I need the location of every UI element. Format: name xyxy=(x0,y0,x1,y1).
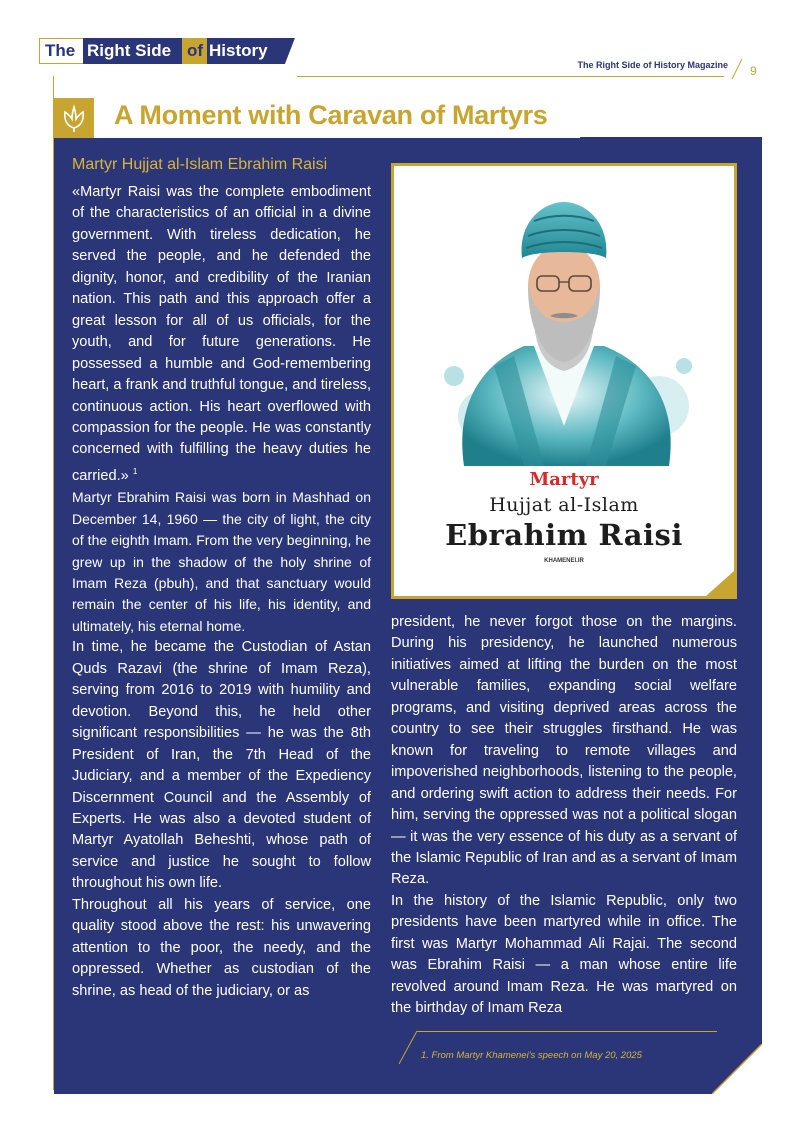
brand-word-2: Right Side xyxy=(87,41,172,60)
page-number: 9 xyxy=(750,64,757,78)
footnote-text: 1. From Martyr Khamenei's speech on May 20, 2025 xyxy=(421,1050,642,1061)
header-rule xyxy=(297,76,724,77)
quote-text: «Martyr Raisi was the complete embodiment of the characteristics of an official in a divine government. With tireless dedication, he served the people, and he defended the dignity, honor, and credibility of the Iranian nation. This path and this approach offer a great lesson for all of us officials, for the youth, and for future generations. He possessed a humble and God-remembering heart, a frank and truthful tongue, and tireless, continuous action. His heart overflowed with compassion for the people. He was constantly concerned with fulfilling the heavy duties he carried.» xyxy=(72,184,371,484)
raisi-portrait-illustration xyxy=(394,166,734,496)
paragraph-custodian: In time, he became the Custodian of Astan Quds Razavi (the shrine of Imam Reza), serving from 2016 to 2019 with humility and devotion. Beyond this, he held other significant responsibilities — he was the 8th President of Iran, the 7th Head of the Judiciary, and a member of the Expediency Discernment Council and the Assembly of Experts. He was also a devoted student of Martyr Ayatollah Beheshti, whose path of service and justice he sought to follow throughout his own life. xyxy=(72,639,371,892)
footnote-marker: 1 xyxy=(132,466,138,476)
footnote-slash xyxy=(395,1030,417,1066)
panel-corner-cut xyxy=(712,1044,762,1094)
right-column xyxy=(391,612,737,1020)
portrait-card xyxy=(394,166,734,596)
magazine-brand-logo xyxy=(39,38,295,64)
card-label-name: Ebrahim Raisi xyxy=(445,518,683,552)
brand-word-3: of xyxy=(187,41,204,60)
card-corner-accent xyxy=(706,571,734,596)
tulip-icon-box xyxy=(54,98,94,138)
magazine-title: The Right Side of History Magazine xyxy=(577,60,728,70)
section-title: A Moment with Caravan of Martyrs xyxy=(114,100,548,130)
card-label-martyr: Martyr xyxy=(529,469,599,490)
paragraph-history: In the history of the Islamic Republic, only two presidents have been martyred while in office. The first was Martyr Mohammad Ali Rajai. The second was Ebrahim Raisi — a man whose entire life revolved around Imam Reza. He was martyred on the birthday of Imam Reza xyxy=(391,892,737,1017)
left-column xyxy=(72,182,371,1002)
card-label-rank: Hujjat al-Islam xyxy=(489,494,639,516)
paragraph-quote xyxy=(72,182,371,487)
paragraph-presidency: president, he never forgot those on the margins. During his presidency, he launched numerous initiatives aimed at lifting the burden on the most vulnerable families, expanding social welfare programs, and visiting deprived areas across the country to see their struggles firsthand. He was known for traveling to remote villages and impoverished neighborhoods, listening to the people, and ordering swift action to address their needs. For him, serving the oppressed was not a political slogan — it was the very essence of his duty as a servant of the Islamic Republic of Iran and as a servant of Imam Reza. xyxy=(391,614,737,888)
footnote-rule xyxy=(417,1031,717,1032)
paragraph-service: Throughout all his years of service, one quality stood above the rest: his unwavering attention to the poor, the needy, and the oppressed. Whether as custodian of the shrine, as head of the judiciary, or as xyxy=(72,896,371,999)
brand-word-4: History xyxy=(209,41,268,60)
card-credit: KHAMENEI.IR xyxy=(544,558,584,564)
brand-word-1: The xyxy=(45,41,76,60)
article-subtitle: Martyr Hujjat al-Islam Ebrahim Raisi xyxy=(72,156,328,173)
paragraph-birth: Martyr Ebrahim Raisi was born in Mashhad on December 14, 1960 — the city of light, the city of the eighth Imam. From the very beginning, he grew up in the shadow of the holy shrine of Imam Reza (pbuh), and that sanctuary would remain the center of his life, his identity, and ultimately, his eternal home. xyxy=(72,489,371,634)
page-divider-slash xyxy=(730,58,744,80)
tulip-icon xyxy=(54,98,94,138)
